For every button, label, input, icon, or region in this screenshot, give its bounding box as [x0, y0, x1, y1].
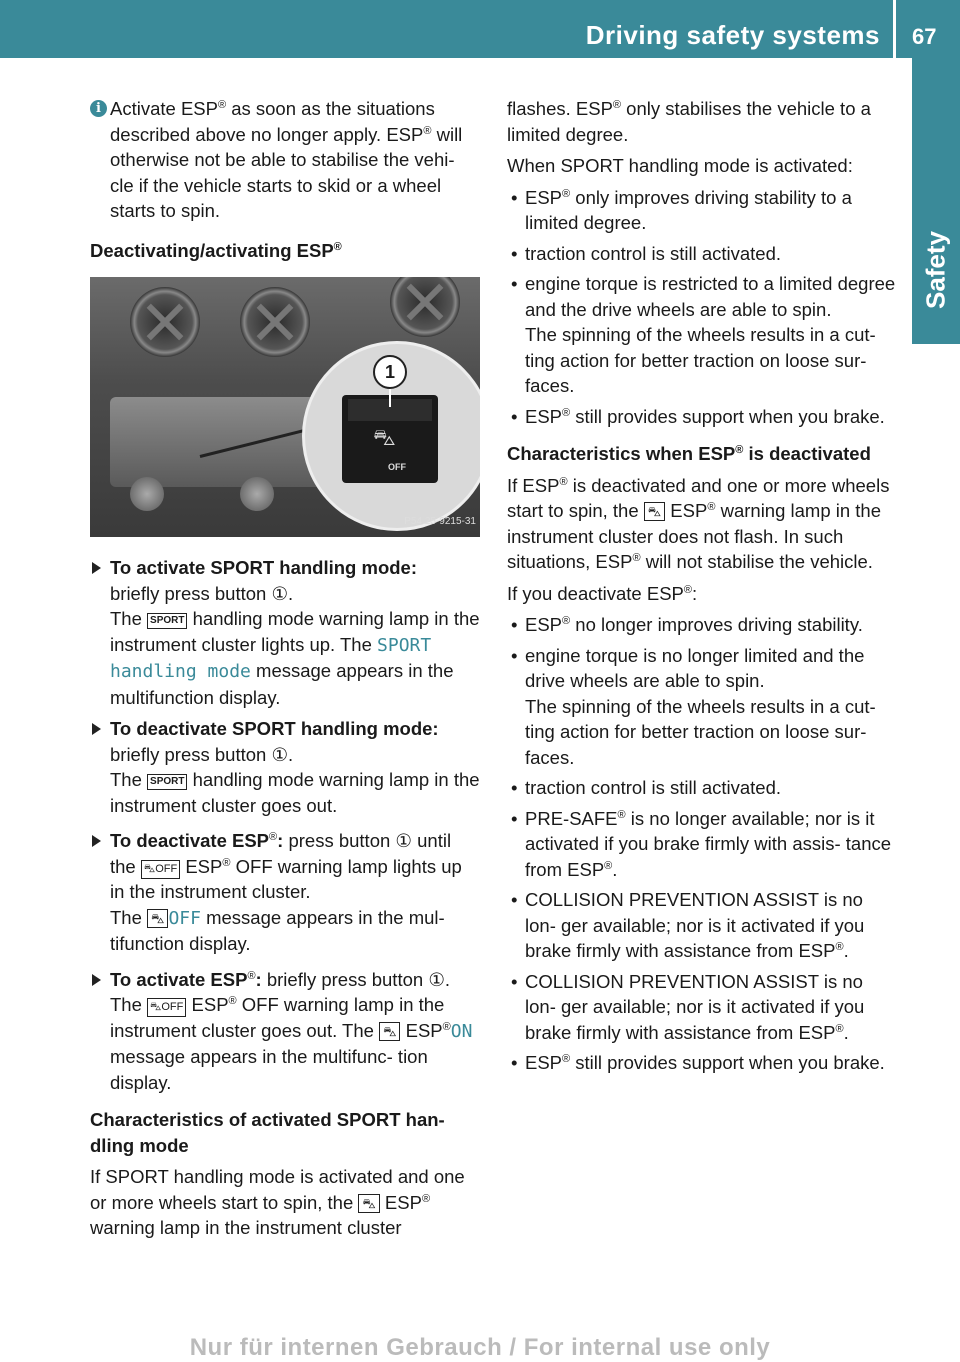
esp-icon: ⛍ [644, 502, 665, 521]
list-item: • engine torque is no longer limited and the drive wheels are able to spin. The spinning of the wheels results in a cut- ting action for better traction on loose sur- faces. [507, 643, 897, 771]
list-item: • ESP® still provides support when you brake. [507, 1050, 897, 1076]
page-header [0, 0, 960, 58]
internal-use-footer: Nur für internen Gebrauch / For internal use only [189, 1334, 771, 1361]
step-activate-sport: To activate SPORT handling mode: briefly press button ①. The SPORT handling mode warning lamp in the instrument cluster lights up. The SPORT handling mode message appears in the multifunction display. [90, 555, 480, 710]
chapter-title: Driving safety systems [585, 20, 880, 50]
callout-number: 1 [373, 355, 407, 389]
list-item: • engine torque is restricted to a limited degree and the drive wheels are able to spin. The spinning of the wheels results in a cut- ting action for better traction on loose sur- faces. [507, 271, 897, 399]
step-deactivate-sport: To deactivate SPORT handling mode: briefly press button ①. The SPORT handling mode warning lamp in the instrument cluster goes out. [90, 716, 480, 818]
list-item: • ESP® only improves driving stability to a limited degree. [507, 185, 897, 236]
air-vent-left [130, 287, 200, 357]
step-activate-esp: To activate ESP®: briefly press button ①. The ⛍OFF ESP® OFF warning lamp in the instrument cluster goes out. The ⛍ ESP®ON message appears in the multifunc- tion display. [90, 967, 480, 1096]
deactivated-characteristics-heading: Characteristics when ESP® is deactivated [507, 443, 871, 464]
figure-code: P54.25-9215-31 [404, 515, 476, 527]
esp-icon: ⛍ [147, 909, 168, 928]
control-knob-left [130, 477, 164, 511]
list-item: • traction control is still activated. [507, 775, 897, 801]
esp-icon: ⛍ [379, 1022, 400, 1041]
sport-characteristics-heading: Characteristics of activated SPORT han- dling mode [90, 1109, 445, 1156]
list-item: • PRE-SAFE® is no longer available; nor is it activated if you brake firmly with assis- tance from ESP®. [507, 806, 897, 883]
sport-icon: SPORT [147, 613, 187, 629]
info-note: i Activate ESP® as soon as the situations described above no longer apply. ESP® will otherwise not be able to stabilise the vehi- cle if the vehicle starts to skid or a wheel starts to spin. [90, 96, 480, 224]
esp-off-label: OFF [388, 462, 406, 472]
header-divider [893, 0, 896, 58]
esp-off-icon: ⛍OFF [147, 998, 186, 1017]
air-vent-right [390, 277, 460, 337]
esp-off-icon: ⛍ [373, 425, 396, 450]
deactivating-heading: Deactivating/activating ESP® [90, 239, 342, 261]
section-tab-label: Safety [920, 230, 951, 310]
list-item: • traction control is still activated. [507, 241, 897, 267]
page-number: 67 [912, 24, 937, 49]
sport-characteristics-intro-continued: flashes. ESP® only stabilises the vehicle to a limited degree. [507, 98, 871, 145]
list-item: • COLLISION PREVENTION ASSIST is no lon- ger available; nor is it activated if you brake firmly with assistance from ESP®. [507, 887, 897, 964]
esp-off-icon: ⛍OFF [141, 860, 180, 879]
list-item: • COLLISION PREVENTION ASSIST is no lon- ger available; nor is it activated if you brake firmly with assistance from ESP®. [507, 969, 897, 1046]
sport-icon: SPORT [147, 774, 187, 790]
deactivate-lead: If you deactivate ESP®: [507, 582, 698, 604]
right-column [507, 96, 897, 1081]
info-icon: i [90, 100, 107, 117]
sport-activated-lead: When SPORT handling mode is activated: [507, 155, 853, 176]
deactivated-characteristics-intro: If ESP® is deactivated and one or more wheels start to spin, the ⛍ ESP® warning lamp in the instrument cluster does not flash. In such situations, ESP® will not stabilise the vehicle. [507, 474, 890, 572]
esp-icon: ⛍ [358, 1194, 379, 1213]
callout-stem [389, 389, 391, 407]
list-item: • ESP® still provides support when you brake. [507, 404, 897, 430]
control-knob-center [240, 477, 274, 511]
sport-characteristics-intro: If SPORT handling mode is activated and one or more wheels start to spin, the ⛍ ESP® warning lamp in the instrument cluster [90, 1166, 465, 1238]
left-column [90, 96, 480, 1247]
air-vent-center [240, 287, 310, 357]
list-item: • ESP® no longer improves driving stability. [507, 612, 897, 638]
step-deactivate-esp: To deactivate ESP®: press button ① until the ⛍OFF ESP® OFF warning lamp lights up in the instrument cluster. The ⛍ OFF message appears in the mul- tifunction display. [90, 828, 480, 957]
dashboard-figure [90, 277, 480, 537]
